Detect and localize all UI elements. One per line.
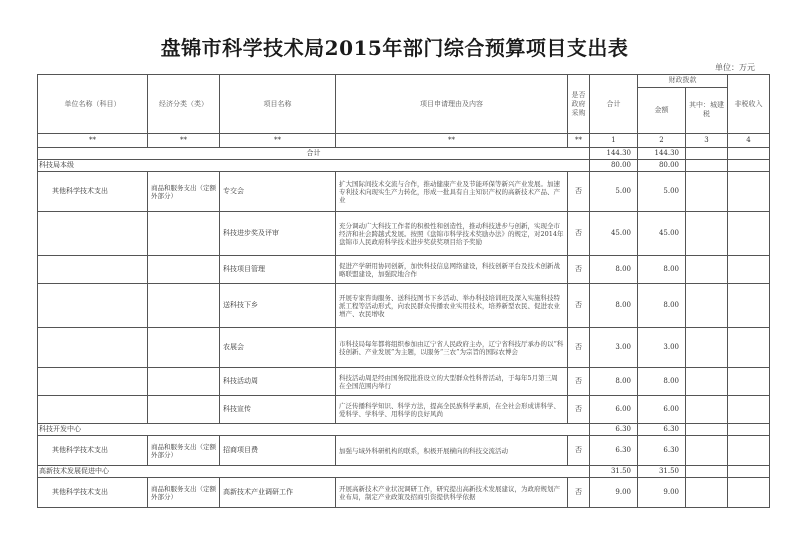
empty-cell [686,172,728,212]
row-econ: 商品和服务支出（定额外部分） [148,436,220,466]
row-subject: 其他科学技术支出 [38,478,148,508]
empty-cell [728,172,770,212]
section-name: 高新技术发展促进中心 [38,466,590,478]
row-subject [38,368,148,396]
index-cell: 4 [728,134,770,148]
section-total: 80.00 [590,160,638,172]
row-reason: 市科技局每年都将组织参加由辽宁省人民政府主办，辽宁省科技厅承办的以“科技创新、产业发展”为主题，以服务“三农”为宗旨的国际农博会 [336,328,568,368]
row-amount: 8.00 [638,256,686,284]
row-amount: 5.00 [638,172,686,212]
index-cell: 2 [638,134,686,148]
index-cell: 3 [686,134,728,148]
total-row [38,148,770,160]
empty-cell [686,284,728,328]
row-subject: 其他科学技术支出 [38,436,148,466]
header-fiscal: 财政拨款 [638,75,728,88]
row-govproc: 否 [568,436,590,466]
section-row [38,466,770,478]
row-amount: 6.00 [638,396,686,424]
header-govproc: 是否政府采购 [568,75,590,134]
empty-cell [728,284,770,328]
section-name: 科技开发中心 [38,424,590,436]
empty-cell [686,256,728,284]
row-reason: 开展专家咨询服务、送科技图书下乡活动、举办科技培训班及深入实施科技特派工程等活动形式，向农民群众传播农业实用技术，培养新型农民、促进农业增产、农民增收 [336,284,568,328]
row-project: 高新技术产业调研工作 [220,478,336,508]
row-reason: 扩大国际间技术交流与合作，推动健康产业及节能环保等新兴产业发展。加速专利技术向现实生产力转化，形成一批具有自主知识产权的高新技术产品、产业 [336,172,568,212]
table-row [38,396,770,424]
page-title: 盘锦市科学技术局2015年部门综合预算项目支出表 [160,36,629,60]
row-econ [148,212,220,256]
index-cell: ** [568,134,590,148]
row-project: 专交会 [220,172,336,212]
empty-cell [686,436,728,466]
row-econ [148,368,220,396]
header-nontax: 非税收入 [728,75,770,134]
empty-cell [686,148,728,160]
total-value: 144.30 [590,148,638,160]
index-cell: 1 [590,134,638,148]
row-govproc: 否 [568,284,590,328]
row-total: 8.00 [590,284,638,328]
header-amount: 金额 [638,87,686,133]
empty-cell [728,466,770,478]
row-govproc: 否 [568,478,590,508]
empty-cell [728,328,770,368]
row-total: 3.00 [590,328,638,368]
table-row [38,256,770,284]
header-subject: 单位名称（科目） [38,75,148,134]
row-subject [38,328,148,368]
row-subject [38,284,148,328]
empty-cell [686,424,728,436]
table-row [38,328,770,368]
empty-cell [686,160,728,172]
row-project: 送科技下乡 [220,284,336,328]
row-total: 6.30 [590,436,638,466]
row-reason: 科技活动周是经由国务院批准设立的大型群众性科普活动，于每年5月第三周在全国范围内举行 [336,368,568,396]
row-econ [148,284,220,328]
budget-table [37,74,770,508]
section-total: 6.30 [590,424,638,436]
row-total: 8.00 [590,256,638,284]
unit-label: 单位：万元 [715,63,755,72]
row-econ: 商品和服务支出（定额外部分） [148,478,220,508]
header-project: 项目名称 [220,75,336,134]
section-row [38,160,770,172]
row-project: 科技项目管理 [220,256,336,284]
total-amount: 144.30 [638,148,686,160]
index-cell: ** [38,134,148,148]
header-reason: 项目申请理由及内容 [336,75,568,134]
row-amount: 8.00 [638,284,686,328]
index-row [38,134,770,148]
empty-cell [728,212,770,256]
row-amount: 6.30 [638,436,686,466]
table-row [38,212,770,256]
row-govproc: 否 [568,172,590,212]
row-econ [148,256,220,284]
row-subject: 其他科学技术支出 [38,172,148,212]
row-reason: 充分调动广大科技工作者的积极性和创造性，推动科技进步与创新，实现全市经济和社会跨越式发展。按照《盘锦市科学技术奖励办法》的规定，对2014年盘锦市人民政府科学技术进步奖获奖项目给予奖励 [336,212,568,256]
empty-cell [686,478,728,508]
index-cell: ** [148,134,220,148]
empty-cell [728,396,770,424]
row-reason: 开展高新技术产业状况调研工作，研究提出高新技术发展建议，为政府规划产业布局，制定产业政策及招商引资提供科学依据 [336,478,568,508]
section-amount: 80.00 [638,160,686,172]
row-total: 45.00 [590,212,638,256]
row-amount: 3.00 [638,328,686,368]
row-reason: 加强与域外科研机构的联系，积极开展横向的科技交流活动 [336,436,568,466]
row-total: 8.00 [590,368,638,396]
empty-cell [728,256,770,284]
row-govproc: 否 [568,256,590,284]
empty-cell [728,424,770,436]
row-govproc: 否 [568,328,590,368]
section-row [38,424,770,436]
row-econ [148,328,220,368]
row-reason: 促进产学研用协同创新，加快科技信息网络建设，科技创新平台及技术创新战略联盟建设，加强院地合作 [336,256,568,284]
index-cell: ** [220,134,336,148]
header-urban: 其中：城建税 [686,87,728,133]
row-total: 9.00 [590,478,638,508]
row-subject [38,256,148,284]
row-govproc: 否 [568,368,590,396]
section-amount: 6.30 [638,424,686,436]
empty-cell [686,466,728,478]
empty-cell [728,478,770,508]
index-cell: ** [336,134,568,148]
row-govproc: 否 [568,396,590,424]
section-name: 科技局本级 [38,160,590,172]
row-project: 科技宣传 [220,396,336,424]
total-label: 合计 [38,148,590,160]
empty-cell [728,160,770,172]
row-amount: 8.00 [638,368,686,396]
row-econ: 商品和服务支出（定额外部分） [148,172,220,212]
row-total: 6.00 [590,396,638,424]
row-econ [148,396,220,424]
empty-cell [728,436,770,466]
empty-cell [686,328,728,368]
table-row [38,368,770,396]
table-row [38,436,770,466]
header-econ: 经济分类（类） [148,75,220,134]
table-row [38,172,770,212]
row-project: 科技活动周 [220,368,336,396]
row-project: 农展会 [220,328,336,368]
empty-cell [728,368,770,396]
section-amount: 31.50 [638,466,686,478]
empty-cell [686,368,728,396]
empty-cell [686,212,728,256]
row-project: 科技进步奖及评审 [220,212,336,256]
row-amount: 45.00 [638,212,686,256]
header-total: 合计 [590,75,638,134]
empty-cell [686,396,728,424]
row-subject [38,396,148,424]
row-subject [38,212,148,256]
empty-cell [728,148,770,160]
row-reason: 广泛传播科学知识、科学方法，提高全民族科学素质，在全社会形成讲科学、爱科学、学科学、用科学的良好风尚 [336,396,568,424]
section-total: 31.50 [590,466,638,478]
table-row [38,478,770,508]
row-project: 招商项目费 [220,436,336,466]
row-total: 5.00 [590,172,638,212]
table-row [38,284,770,328]
row-govproc: 否 [568,212,590,256]
row-amount: 9.00 [638,478,686,508]
